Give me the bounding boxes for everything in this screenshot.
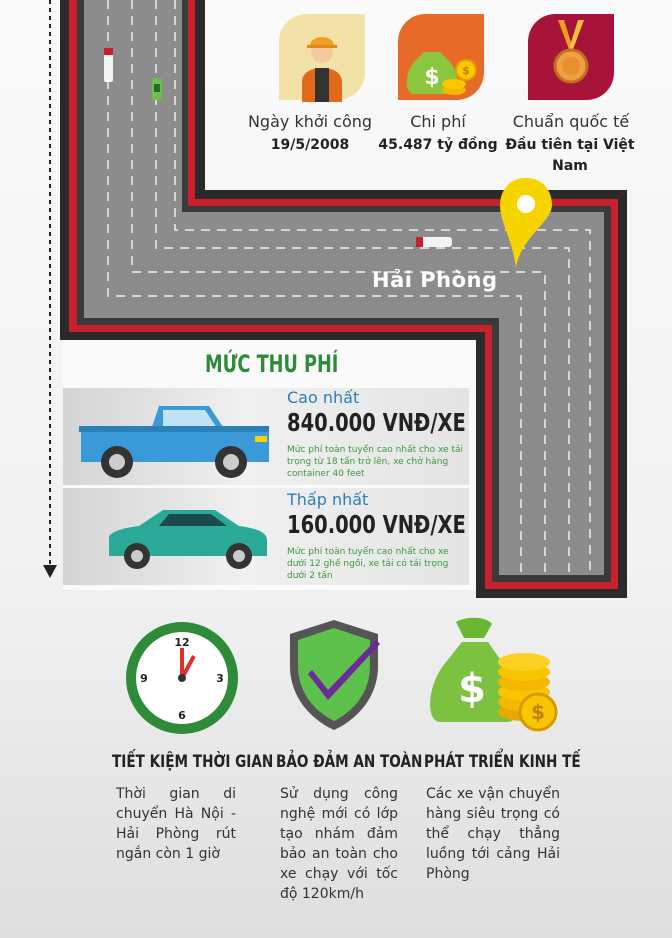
fee-row-highest [63, 388, 469, 485]
benefit-time-text: Thời gian di chuyển Hà Nội - Hải Phòng rút ngắn còn 1 giờ [116, 786, 236, 862]
medal-icon [526, 12, 616, 102]
clock-icon [122, 618, 242, 738]
fee-lowest-amount: 160.000 VNĐ/XE [287, 510, 466, 539]
stat-start-value: 19/5/2008 [270, 137, 350, 153]
money-bag-coins-icon [426, 616, 566, 736]
truck-on-road [104, 48, 113, 82]
benefit-safety-title: BẢO ĐẢM AN TOÀN [276, 752, 423, 772]
route-arrow [43, 0, 57, 578]
stat-cost-label: Chi phí [410, 112, 466, 131]
fee-highest-amount: 840.000 VNĐ/XE [287, 408, 466, 437]
svg-text:$: $ [462, 64, 470, 77]
fee-highest-desc: Mức phí toàn tuyến cao nhất cho xe tải trọng từ 18 tấn trở lên, xe chở hàng container 40 feet [287, 445, 463, 479]
stat-standard-value: Đầu tiên tại Việt Nam [505, 137, 635, 174]
fee-lowest-kind: Thấp nhất [287, 490, 369, 509]
clock-number-9: 9 [140, 672, 148, 685]
stat-standard-label: Chuẩn quốc tế [512, 112, 630, 131]
clock-number-12: 12 [174, 636, 190, 649]
stat-cost-value: 45.487 tỷ đồng [378, 137, 498, 153]
svg-text:$: $ [531, 700, 545, 724]
clock-number-6: 6 [178, 709, 186, 722]
fee-highest-kind: Cao nhất [287, 388, 360, 407]
white-car-on-road [416, 237, 452, 247]
stat-start-label: Ngày khởi công [247, 112, 373, 131]
green-car-on-road [152, 78, 162, 100]
city-label: Hải Phòng [372, 268, 498, 292]
fee-row-lowest [63, 488, 469, 585]
clock-number-3: 3 [216, 672, 224, 685]
worker-icon [277, 12, 367, 102]
svg-text:$: $ [458, 666, 486, 712]
money-bag-icon [396, 12, 486, 102]
benefit-time-title: TIẾT KIỆM THỜI GIAN [112, 752, 274, 772]
sedan-car-icon [103, 498, 273, 572]
fee-lowest-desc: Mức phí toàn tuyến cao nhất cho xe dưới 12 ghế ngồi, xe tải có tải trọng dưới 2 tấn [287, 547, 449, 581]
benefit-economy-title: PHÁT TRIỂN KINH TẾ [424, 752, 581, 772]
svg-text:$: $ [424, 65, 440, 90]
benefit-safety-text: Sử dụng công nghệ mới có lớp tạo nhám đảm bảo an toàn cho xe chạy với tốc độ 120km/h [280, 786, 398, 902]
pickup-truck-icon [73, 396, 273, 480]
fee-title: MỨC THU PHÍ [205, 350, 339, 378]
shield-check-icon [284, 616, 384, 734]
benefit-economy-text: Các xe vận chuyển hàng siêu trọng có thể chạy thẳng luồng tới cảng Hải Phòng [426, 786, 560, 882]
